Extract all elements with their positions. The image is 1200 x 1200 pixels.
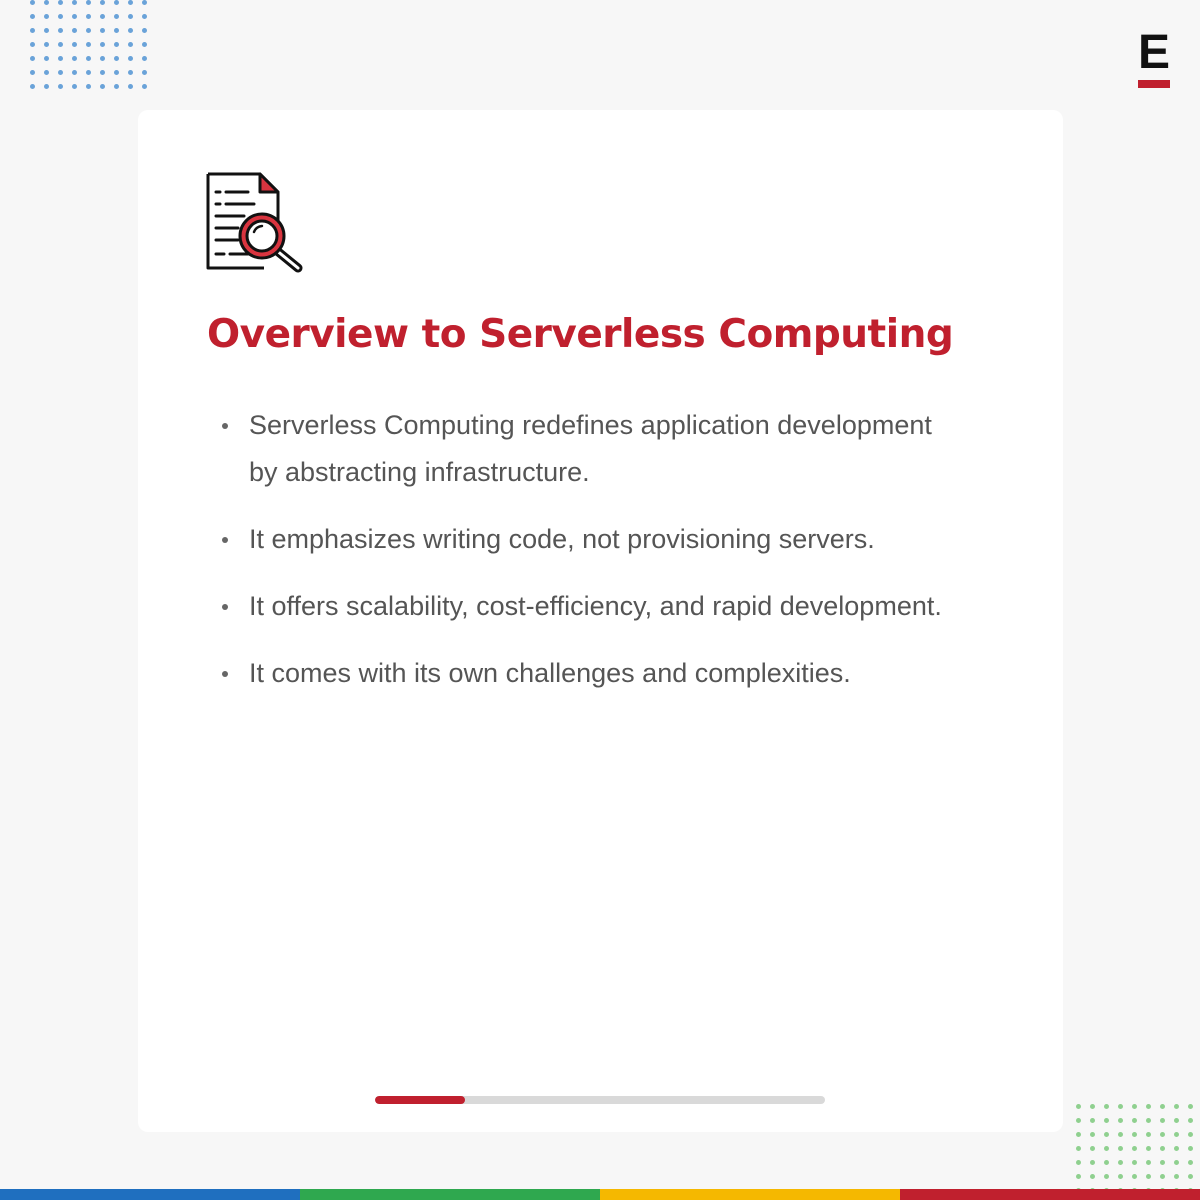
decorative-dot (1160, 1104, 1165, 1109)
decorative-dot (86, 84, 91, 89)
decorative-dot (58, 28, 63, 33)
decorative-dot (30, 14, 35, 19)
decorative-dot (1076, 1104, 1081, 1109)
decorative-dot (128, 84, 133, 89)
decorative-dot (128, 0, 133, 5)
decorative-dot (1090, 1160, 1095, 1165)
decorative-dot (1188, 1118, 1193, 1123)
decorative-dots-top-left (30, 0, 150, 95)
decorative-dot (1188, 1146, 1193, 1151)
decorative-dot (1146, 1160, 1151, 1165)
decorative-dot (44, 70, 49, 75)
decorative-dot (72, 84, 77, 89)
bullet-item (222, 583, 942, 630)
decorative-dot (44, 14, 49, 19)
decorative-dot (86, 28, 91, 33)
decorative-dot (44, 0, 49, 5)
decorative-dot (100, 28, 105, 33)
decorative-dot (86, 0, 91, 5)
decorative-dot (114, 42, 119, 47)
decorative-dot (1090, 1146, 1095, 1151)
decorative-dot (1188, 1174, 1193, 1179)
decorative-dot (114, 28, 119, 33)
decorative-dot (128, 42, 133, 47)
bullet-item (222, 650, 942, 697)
decorative-dot (114, 14, 119, 19)
decorative-dot (1076, 1160, 1081, 1165)
decorative-dot (142, 84, 147, 89)
slide-title: Overview to Serverless Computing (207, 312, 954, 357)
decorative-dot (72, 0, 77, 5)
decorative-dot (100, 84, 105, 89)
decorative-dot (86, 56, 91, 61)
decorative-dot (1174, 1132, 1179, 1137)
bullet-dot (222, 423, 228, 429)
color-bar-segment (0, 1189, 300, 1200)
bullet-text: Serverless Computing redefines application development by abstracting infrastructure. (249, 410, 932, 487)
decorative-dot (1090, 1118, 1095, 1123)
slide-progress-fill (375, 1096, 465, 1104)
decorative-dot (58, 84, 63, 89)
bullet-item (222, 402, 942, 496)
decorative-dot (1146, 1146, 1151, 1151)
decorative-dot (1160, 1174, 1165, 1179)
decorative-dot (1188, 1160, 1193, 1165)
decorative-dot (142, 28, 147, 33)
decorative-dot (1118, 1160, 1123, 1165)
decorative-dot (1104, 1104, 1109, 1109)
decorative-dot (1174, 1104, 1179, 1109)
color-bar-segment (600, 1189, 900, 1200)
decorative-dot (1160, 1132, 1165, 1137)
decorative-dot (1132, 1160, 1137, 1165)
decorative-dot (30, 28, 35, 33)
decorative-dot (114, 84, 119, 89)
slide-card (138, 110, 1063, 1132)
decorative-dot (1146, 1118, 1151, 1123)
brand-logo (1138, 26, 1171, 90)
decorative-dot (114, 0, 119, 5)
bullet-dot (222, 537, 228, 543)
decorative-dot (114, 70, 119, 75)
decorative-dot (58, 70, 63, 75)
decorative-dot (1132, 1118, 1137, 1123)
bullet-dot (222, 604, 228, 610)
decorative-dot (72, 56, 77, 61)
bullet-text: It comes with its own challenges and complexities. (249, 658, 851, 688)
decorative-dot (1076, 1174, 1081, 1179)
decorative-dot (100, 0, 105, 5)
decorative-dot (1090, 1174, 1095, 1179)
decorative-dot (44, 42, 49, 47)
decorative-dot (1132, 1146, 1137, 1151)
color-bar-segment (900, 1189, 1200, 1200)
decorative-dot (1174, 1146, 1179, 1151)
decorative-dot (72, 42, 77, 47)
decorative-dot (100, 70, 105, 75)
decorative-dot (86, 70, 91, 75)
bullet-list (222, 402, 942, 717)
decorative-dot (72, 28, 77, 33)
decorative-dot (1146, 1174, 1151, 1179)
decorative-dot (72, 70, 77, 75)
decorative-dot (86, 14, 91, 19)
decorative-dot (1132, 1104, 1137, 1109)
decorative-dot (1160, 1146, 1165, 1151)
decorative-dot (86, 42, 91, 47)
decorative-dot (1104, 1118, 1109, 1123)
decorative-dot (1174, 1118, 1179, 1123)
decorative-dot (1160, 1118, 1165, 1123)
decorative-dot (1132, 1174, 1137, 1179)
decorative-dot (1118, 1174, 1123, 1179)
decorative-dot (128, 28, 133, 33)
decorative-dot (1174, 1160, 1179, 1165)
decorative-dot (44, 28, 49, 33)
decorative-dot (58, 56, 63, 61)
bullet-item (222, 516, 942, 563)
decorative-dot (30, 0, 35, 5)
color-bar-segment (300, 1189, 600, 1200)
decorative-dot (142, 14, 147, 19)
decorative-dot (30, 84, 35, 89)
decorative-dot (100, 14, 105, 19)
decorative-dot (72, 14, 77, 19)
decorative-dot (1146, 1132, 1151, 1137)
decorative-dot (30, 56, 35, 61)
brand-logo-underline (1138, 80, 1170, 88)
bullet-text: It emphasizes writing code, not provisioning servers. (249, 524, 875, 554)
decorative-dot (1118, 1104, 1123, 1109)
decorative-dot (114, 56, 119, 61)
decorative-dot (142, 42, 147, 47)
decorative-dot (142, 0, 147, 5)
decorative-dots-bottom-right (1076, 1104, 1200, 1200)
decorative-dot (58, 0, 63, 5)
decorative-dot (128, 14, 133, 19)
decorative-dot (1104, 1132, 1109, 1137)
decorative-dot (1118, 1132, 1123, 1137)
decorative-dot (1188, 1132, 1193, 1137)
bullet-dot (222, 671, 228, 677)
decorative-dot (128, 70, 133, 75)
decorative-dot (100, 42, 105, 47)
decorative-dot (1132, 1132, 1137, 1137)
decorative-dot (58, 14, 63, 19)
bullet-text: It offers scalability, cost-efficiency, and rapid development. (249, 591, 942, 621)
decorative-dot (1090, 1104, 1095, 1109)
decorative-dot (30, 42, 35, 47)
decorative-dot (1076, 1132, 1081, 1137)
slide-progress-bar (375, 1096, 825, 1104)
decorative-dot (1076, 1118, 1081, 1123)
decorative-dot (1160, 1160, 1165, 1165)
decorative-dot (100, 56, 105, 61)
decorative-dot (58, 42, 63, 47)
decorative-dot (142, 70, 147, 75)
decorative-dot (1104, 1174, 1109, 1179)
decorative-dot (1174, 1174, 1179, 1179)
decorative-dot (1188, 1104, 1193, 1109)
decorative-dot (30, 70, 35, 75)
decorative-dot (1090, 1132, 1095, 1137)
decorative-dot (1118, 1118, 1123, 1123)
decorative-dot (1104, 1160, 1109, 1165)
decorative-dot (44, 56, 49, 61)
decorative-dot (1076, 1146, 1081, 1151)
document-search-icon (204, 170, 308, 274)
decorative-dot (1104, 1146, 1109, 1151)
decorative-dot (128, 56, 133, 61)
decorative-dot (1146, 1104, 1151, 1109)
decorative-dot (142, 56, 147, 61)
brand-logo-letter: E (1138, 26, 1171, 79)
bottom-color-bar (0, 1189, 1200, 1200)
decorative-dot (1118, 1146, 1123, 1151)
decorative-dot (44, 84, 49, 89)
